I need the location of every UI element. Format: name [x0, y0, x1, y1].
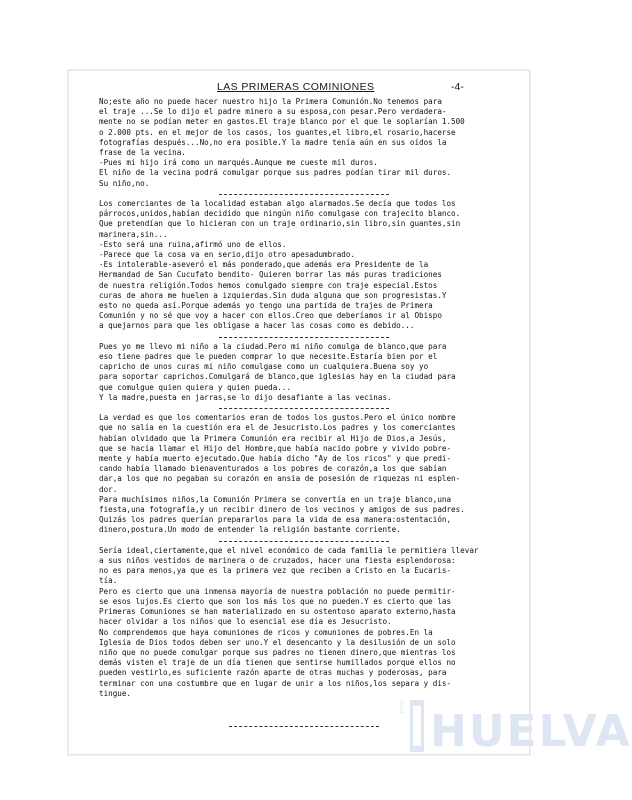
- section-divider: [99, 403, 525, 413]
- document-body: [99, 97, 525, 699]
- page-header: [69, 81, 529, 95]
- page-number: -4-: [451, 81, 464, 93]
- paragraph: No;este año no puede hacer nuestro hijo la Primera Comunión.No tenemos para el traje ...Se lo dijo el padre minero a su esposa,con pesar.Pero verdadera- mente no se podían meter en gastos.El traje blanco por el que le soplarían 1.500 o 2.000 pts. en el mejor de los casos, los guantes,el libro,el rosario,hacerse fotografías después...No,no era posible.Y la madre tenía aún en sus oídos la frase de la vecina. -Pues mi hijo irá como un marqués.Aunque me cueste mil duros. El niño de la vecina podrá comulgar porque sus padres podían tirar mil duros. Su niño,no.: [99, 97, 465, 188]
- closing-divider: [229, 726, 379, 727]
- paragraph: Pues yo me llevo mi niño a la ciudad.Pero mi niño comulga de blanco,que para eso tiene padres que le pueden comprar lo que necesite.Estaría bien por el capricho de unos curas mi niño comulgase como un cualquiera.Buena soy yo para soportar caprichos.Comulgará de blanco,que iglesias hay en la ciudad para que comulgue quien quiera y quien pueda... Y la madre,puesta en jarras,se lo dijo desafiante a las vecinas.: [99, 341, 456, 402]
- paragraph: Sería ideal,ciertamente,que el nivel económico de cada familia le permitiera llevar a sus niños vestidos de marinera o de cruzados, hacer una fiesta esplendorosa: no es para menos,ya que es la primera vez que reciben a Cristo en la Eucaris- tía. Pero es cierto que una inmensa mayoría de nuestra población no puede permitir- se esos lujos.Es cierto que son los más los que no pueden.Y es cierto que las Primeras Comuniones se han materializado en su ostentoso aparato externo,hasta hacer olvidar a los niños que lo esencial ese día es Jesucristo. No comprendemos que haya comuniones de ricos y comuniones de pobres.En la Iglesia de Dios todos deben ser uno.Y el desencanto y la desilusión de un solo niño que no puede comulgar porque sus padres no tienen dinero,que mientras los demás visten el traje de un día tienen que sentirse humillados porque ellos no pueden vestirlo,es suficiente razón aparte de otras muchas y poderosas, para terminar con una costumbre que en lugar de unir a los niños,los separa y dis- tingue.: [99, 545, 479, 698]
- section-divider: [99, 332, 525, 342]
- section-divider: [99, 536, 525, 546]
- paragraph: Los comerciantes de la localidad estaban algo alarmados.Se decía que todos los párrocos,unidos,habían decidido que ningún niño comulgase con trajecito blanco. Que pretendían que lo hicieran con un traje ordinario,sin libro,sin guantes,sin marinera,sin... -Esto será una ruina,afirmó uno de ellos. -Parece que la cosa va en serio,dijo otro apesadumbrado. -Es intolerable-aseveró el más ponderado,que además era Presidente de la Hermandad de San Cucufato bendito- Quieren borrar las más puras tradiciones de nuestra religión.Todos hemos comulgado siempre con traje especial.Estos curas de ahora me huelen a izquierdas.Sin duda alguna que son progresistas.Y esto no queda así.Porque además yo tengo una partida de trajes de Primera Comunión y no sé que voy a hacer con ellos.Creo que deberíamos ir al Obispo a quejarnos para que les obligase a hacer las cosas como es debido...: [99, 199, 461, 331]
- paragraph: La verdad es que los comentarios eran de todos los gustos.Pero el único nombre que no salía en la cuestión era el de Jesucristo.Los padres y los comerciantes habían olvidado que la Primera Comunión era recibir al Hijo de Dios,a Jesús, que se hacía llamar el Hijo del Hombre,que había nacido pobre y vivido pobre- mente y había muerto ejecutado.Que había dicho "Ay de los ricos" y que predi- cando había llamado bienaventurados a los pobres de corazón,a los que sabían dar,a los que no pegaban su corazón en ansia de posesión de riquezas ni esplen- dor. Para muchísimos niños,la Comunión Primera se convertía en un traje blanco,una fiesta,una fotografía,y un recibir dinero de los vecinos y amigos de sus padres. Quizás los padres querían prepararlos para la vida de esa manera:ostentación, dinero,postura.Un modo de entender la religión bastante corriente.: [99, 413, 465, 535]
- document-page: [68, 70, 530, 755]
- huelva-watermark: HUELVA: [430, 706, 632, 757]
- section-divider: [99, 189, 525, 199]
- watermark-side-text: PORT: [400, 700, 406, 714]
- page-title: LAS PRIMERAS COMINIONES: [217, 81, 375, 93]
